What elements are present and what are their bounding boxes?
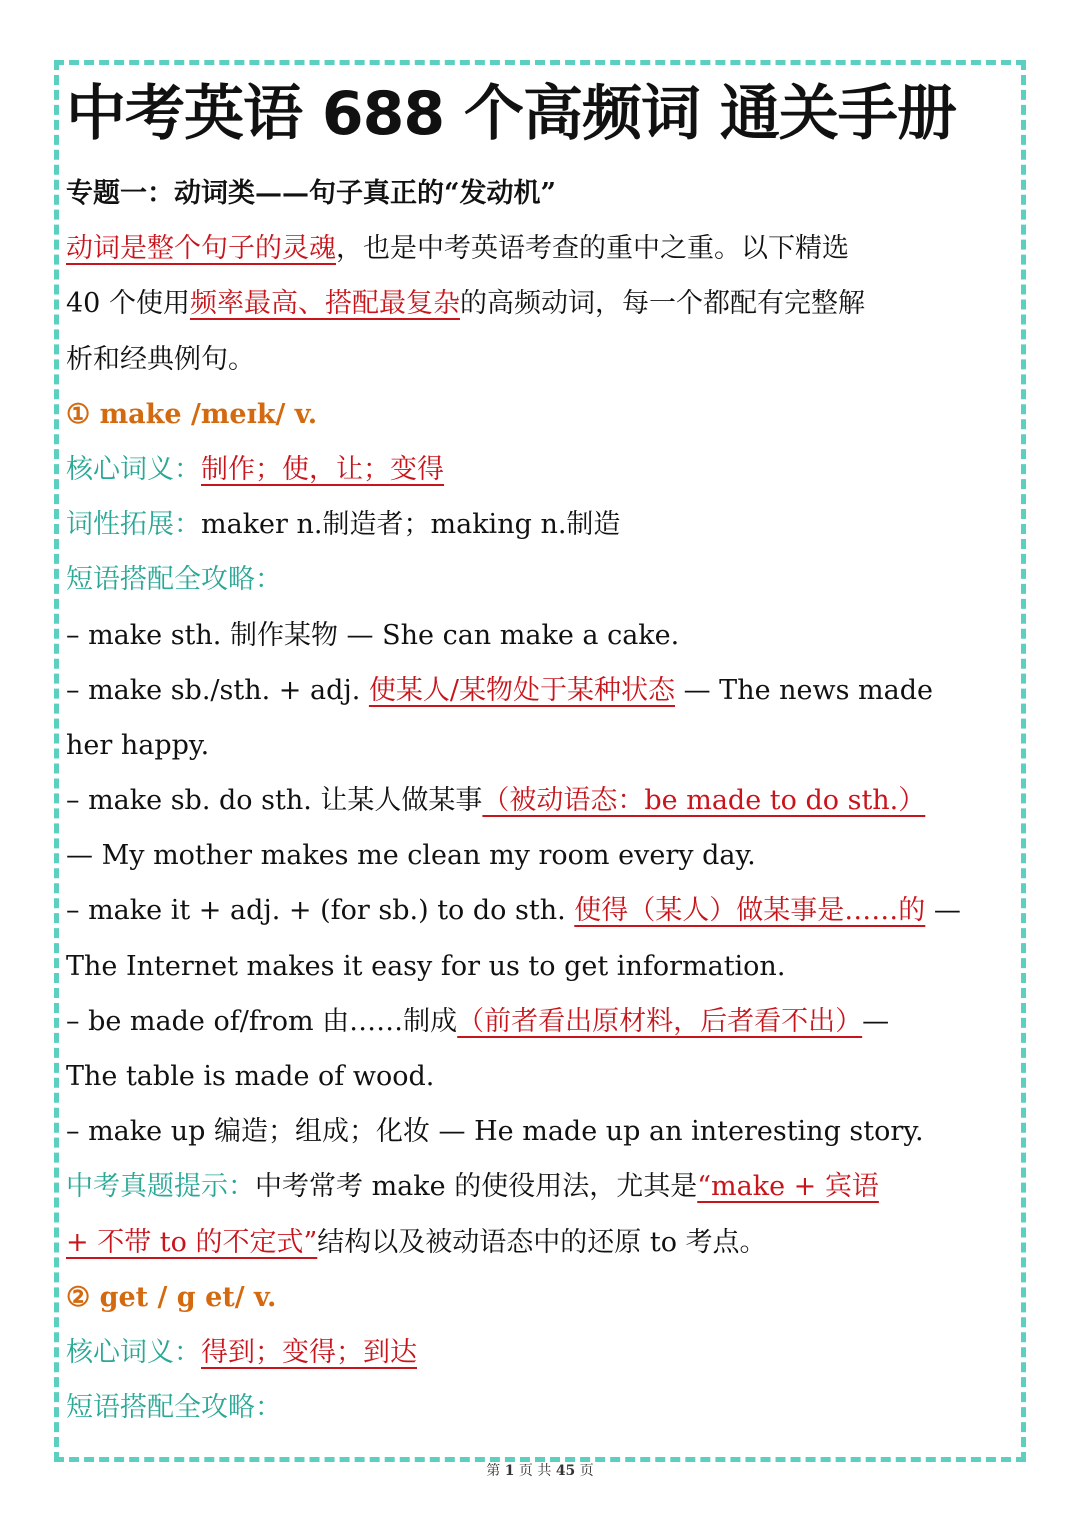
page-number: 第 1 页 共 45 页 bbox=[486, 1463, 594, 1479]
document-body bbox=[66, 66, 1018, 1435]
intro-line-2: 40 个使用频率最高、搭配最复杂的高频动词，每一个都配有完整解 bbox=[66, 288, 865, 320]
phrase-label-make: 短语搭配全攻略： bbox=[66, 564, 282, 596]
phrase-label-get: 短语搭配全攻略： bbox=[66, 1392, 282, 1424]
phrase-make-adj: – make sb./sth. + adj. 使某人/某物处于某种状态 — The news made bbox=[66, 674, 934, 706]
word-heading-make: ① make /meɪk/ v. bbox=[66, 398, 318, 430]
intro-line-1: 动词是整个句子的灵魂，也是中考英语考查的重中之重。以下精选 bbox=[66, 233, 849, 265]
phrase-make-sth: – make sth. 制作某物 — She can make a cake. bbox=[66, 619, 680, 651]
word-extension-make: 词性拓展：maker n.制造者；making n.制造 bbox=[66, 509, 621, 541]
exam-tip-line-1: 中考真题提示：中考常考 make 的使役用法，尤其是“make + 宾语 bbox=[66, 1171, 879, 1203]
phrase-make-adj-cont: her happy. bbox=[66, 729, 210, 761]
core-meaning-get: 核心词义：得到；变得；到达 bbox=[66, 1336, 417, 1368]
phrase-made-of-example: The table is made of wood. bbox=[66, 1061, 435, 1092]
phrase-make-it: – make it + adj. + (for sb.) to do sth. 使得（某人）做某事是……的 — bbox=[66, 895, 961, 927]
phrase-make-it-example: The Internet makes it easy for us to get information. bbox=[66, 950, 786, 982]
core-meaning-make: 核心词义：制作；使，让；变得 bbox=[66, 453, 444, 485]
phrase-make-up: – make up 编造；组成；化妆 — He made up an interesting story. bbox=[66, 1116, 924, 1148]
exam-tip-line-2: + 不带 to 的不定式”结构以及被动语态中的还原 to 考点。 bbox=[66, 1226, 767, 1258]
intro-line-3: 析和经典例句。 bbox=[66, 343, 255, 375]
page-title: 中考英语 688 个高频词 通关手册 bbox=[66, 79, 956, 149]
word-heading-get: ② get / g et/ v. bbox=[66, 1281, 277, 1313]
phrase-make-do: – make sb. do sth. 让某人做某事（被动语态：be made to do sth.） bbox=[66, 785, 926, 817]
phrase-made-of: – be made of/from 由……制成（前者看出原材料，后者看不出）— bbox=[66, 1005, 890, 1037]
phrase-make-do-example: — My mother makes me clean my room every day. bbox=[66, 840, 756, 872]
section-heading: 专题一：动词类——句子真正的“发动机” bbox=[66, 178, 557, 209]
